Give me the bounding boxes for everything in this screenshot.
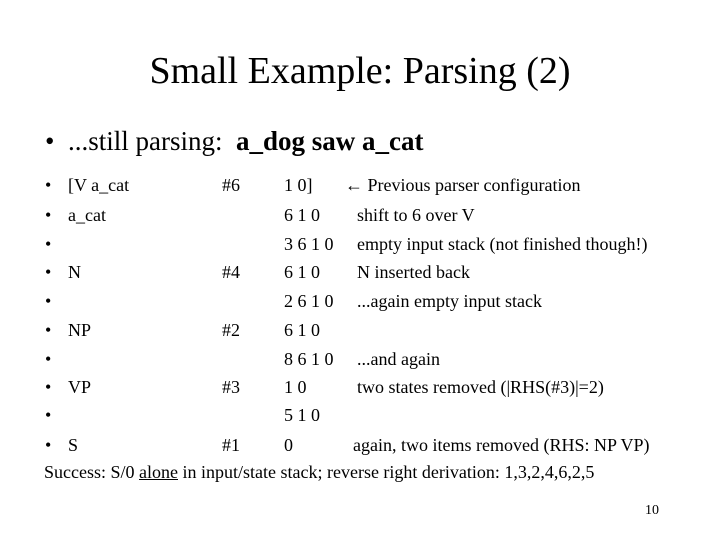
lead-sentence: a_dog saw a_cat bbox=[235, 126, 424, 156]
parse-row bbox=[0, 431, 720, 460]
row-symbols: NP bbox=[68, 320, 92, 340]
row-bullet: • bbox=[45, 262, 52, 282]
success-line bbox=[44, 458, 594, 487]
parse-row bbox=[0, 201, 720, 230]
row-symbols: [V a_cat bbox=[68, 175, 130, 195]
page-number: 10 bbox=[645, 503, 659, 518]
row-stack: 2 6 1 0 bbox=[284, 291, 334, 311]
parse-row bbox=[0, 287, 720, 316]
row-bullet: • bbox=[45, 377, 52, 397]
row-symbols: N bbox=[68, 262, 81, 282]
row-stack: 6 1 0 bbox=[284, 262, 320, 282]
row-bullet: • bbox=[45, 405, 52, 425]
lead-line bbox=[45, 124, 423, 158]
row-bullet: • bbox=[45, 205, 52, 225]
row-note: ← Previous parser configuration bbox=[345, 175, 581, 195]
row-rule: #2 bbox=[222, 320, 240, 340]
parse-row bbox=[0, 401, 720, 430]
parse-row bbox=[0, 171, 720, 200]
row-note: ...and again bbox=[357, 349, 440, 369]
row-note: again, two items removed (RHS: NP VP) bbox=[353, 435, 650, 455]
row-bullet: • bbox=[45, 291, 52, 311]
row-rule: #4 bbox=[222, 262, 240, 282]
parse-row bbox=[0, 258, 720, 287]
row-note: empty input stack (not finished though!) bbox=[357, 234, 648, 254]
slide-title: Small Example: Parsing (2) bbox=[149, 50, 571, 92]
lead-bullet: • bbox=[45, 126, 55, 156]
row-stack: 5 1 0 bbox=[284, 405, 320, 425]
parse-row bbox=[0, 230, 720, 259]
row-note: ...again empty input stack bbox=[357, 291, 542, 311]
row-stack: 8 6 1 0 bbox=[284, 349, 334, 369]
success-text-after: in input/state stack; reverse right derivation: 1,3,2,4,6,2,5 bbox=[178, 462, 595, 482]
row-symbols: S bbox=[68, 435, 79, 455]
row-bullet: • bbox=[45, 320, 52, 340]
row-stack: 6 1 0 bbox=[284, 320, 320, 340]
row-note: N inserted back bbox=[357, 262, 470, 282]
row-stack: 0 bbox=[284, 435, 293, 455]
row-bullet: • bbox=[45, 175, 52, 195]
row-note: two states removed (|RHS(#3)|=2) bbox=[357, 377, 604, 397]
row-symbols: a_cat bbox=[68, 205, 106, 225]
row-bullet: • bbox=[45, 349, 52, 369]
row-rule: #3 bbox=[222, 377, 240, 397]
row-bullet: • bbox=[45, 234, 52, 254]
row-stack: 3 6 1 0 bbox=[284, 234, 334, 254]
lead-text: ...still parsing: bbox=[67, 126, 236, 156]
row-stack: 1 0 bbox=[284, 377, 307, 397]
row-stack: 6 1 0 bbox=[284, 205, 320, 225]
row-bullet: • bbox=[45, 435, 52, 455]
row-symbols: VP bbox=[68, 377, 92, 397]
row-stack: 1 0] bbox=[284, 175, 313, 195]
parse-row bbox=[0, 373, 720, 402]
row-note: shift to 6 over V bbox=[357, 205, 475, 225]
row-rule: #6 bbox=[222, 175, 240, 195]
row-rule: #1 bbox=[222, 435, 240, 455]
parse-row bbox=[0, 345, 720, 374]
success-emphasis: alone bbox=[139, 462, 178, 482]
parse-row bbox=[0, 316, 720, 345]
success-text-before: Success: S/0 bbox=[44, 462, 140, 482]
